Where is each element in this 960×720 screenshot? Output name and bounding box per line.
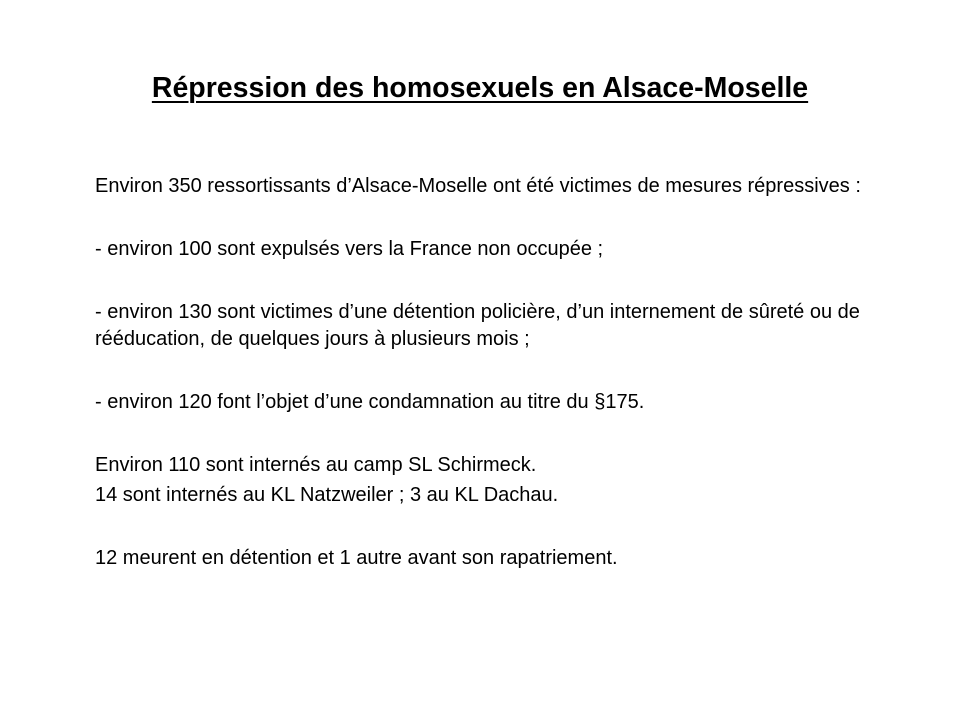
- paragraph-schirmeck: Environ 110 sont internés au camp SL Schirmeck.: [95, 454, 537, 476]
- paragraph-deaths: 12 meurent en détention et 1 autre avant son rapatriement.: [95, 547, 618, 569]
- slide-body: [95, 173, 885, 572]
- paragraph-summary: Environ 350 ressortissants d’Alsace-Moselle ont été victimes de mesures répressives :: [95, 175, 861, 197]
- paragraph-expelled: - environ 100 sont expulsés vers la France non occupée ;: [95, 238, 604, 260]
- paragraph-condemnation: - environ 120 font l’objet d’une condamnation au titre du §175.: [95, 391, 645, 413]
- slide-title: Répression des homosexuels en Alsace-Moselle: [151, 72, 809, 104]
- paragraph-natzweiler-dachau: 14 sont internés au KL Natzweiler ; 3 au KL Dachau.: [95, 484, 559, 506]
- paragraph-detention: - environ 130 sont victimes d’une détention policière, d’un internement de sûreté ou de rééducation, de quelques jours à plusieurs mois ;: [95, 301, 860, 350]
